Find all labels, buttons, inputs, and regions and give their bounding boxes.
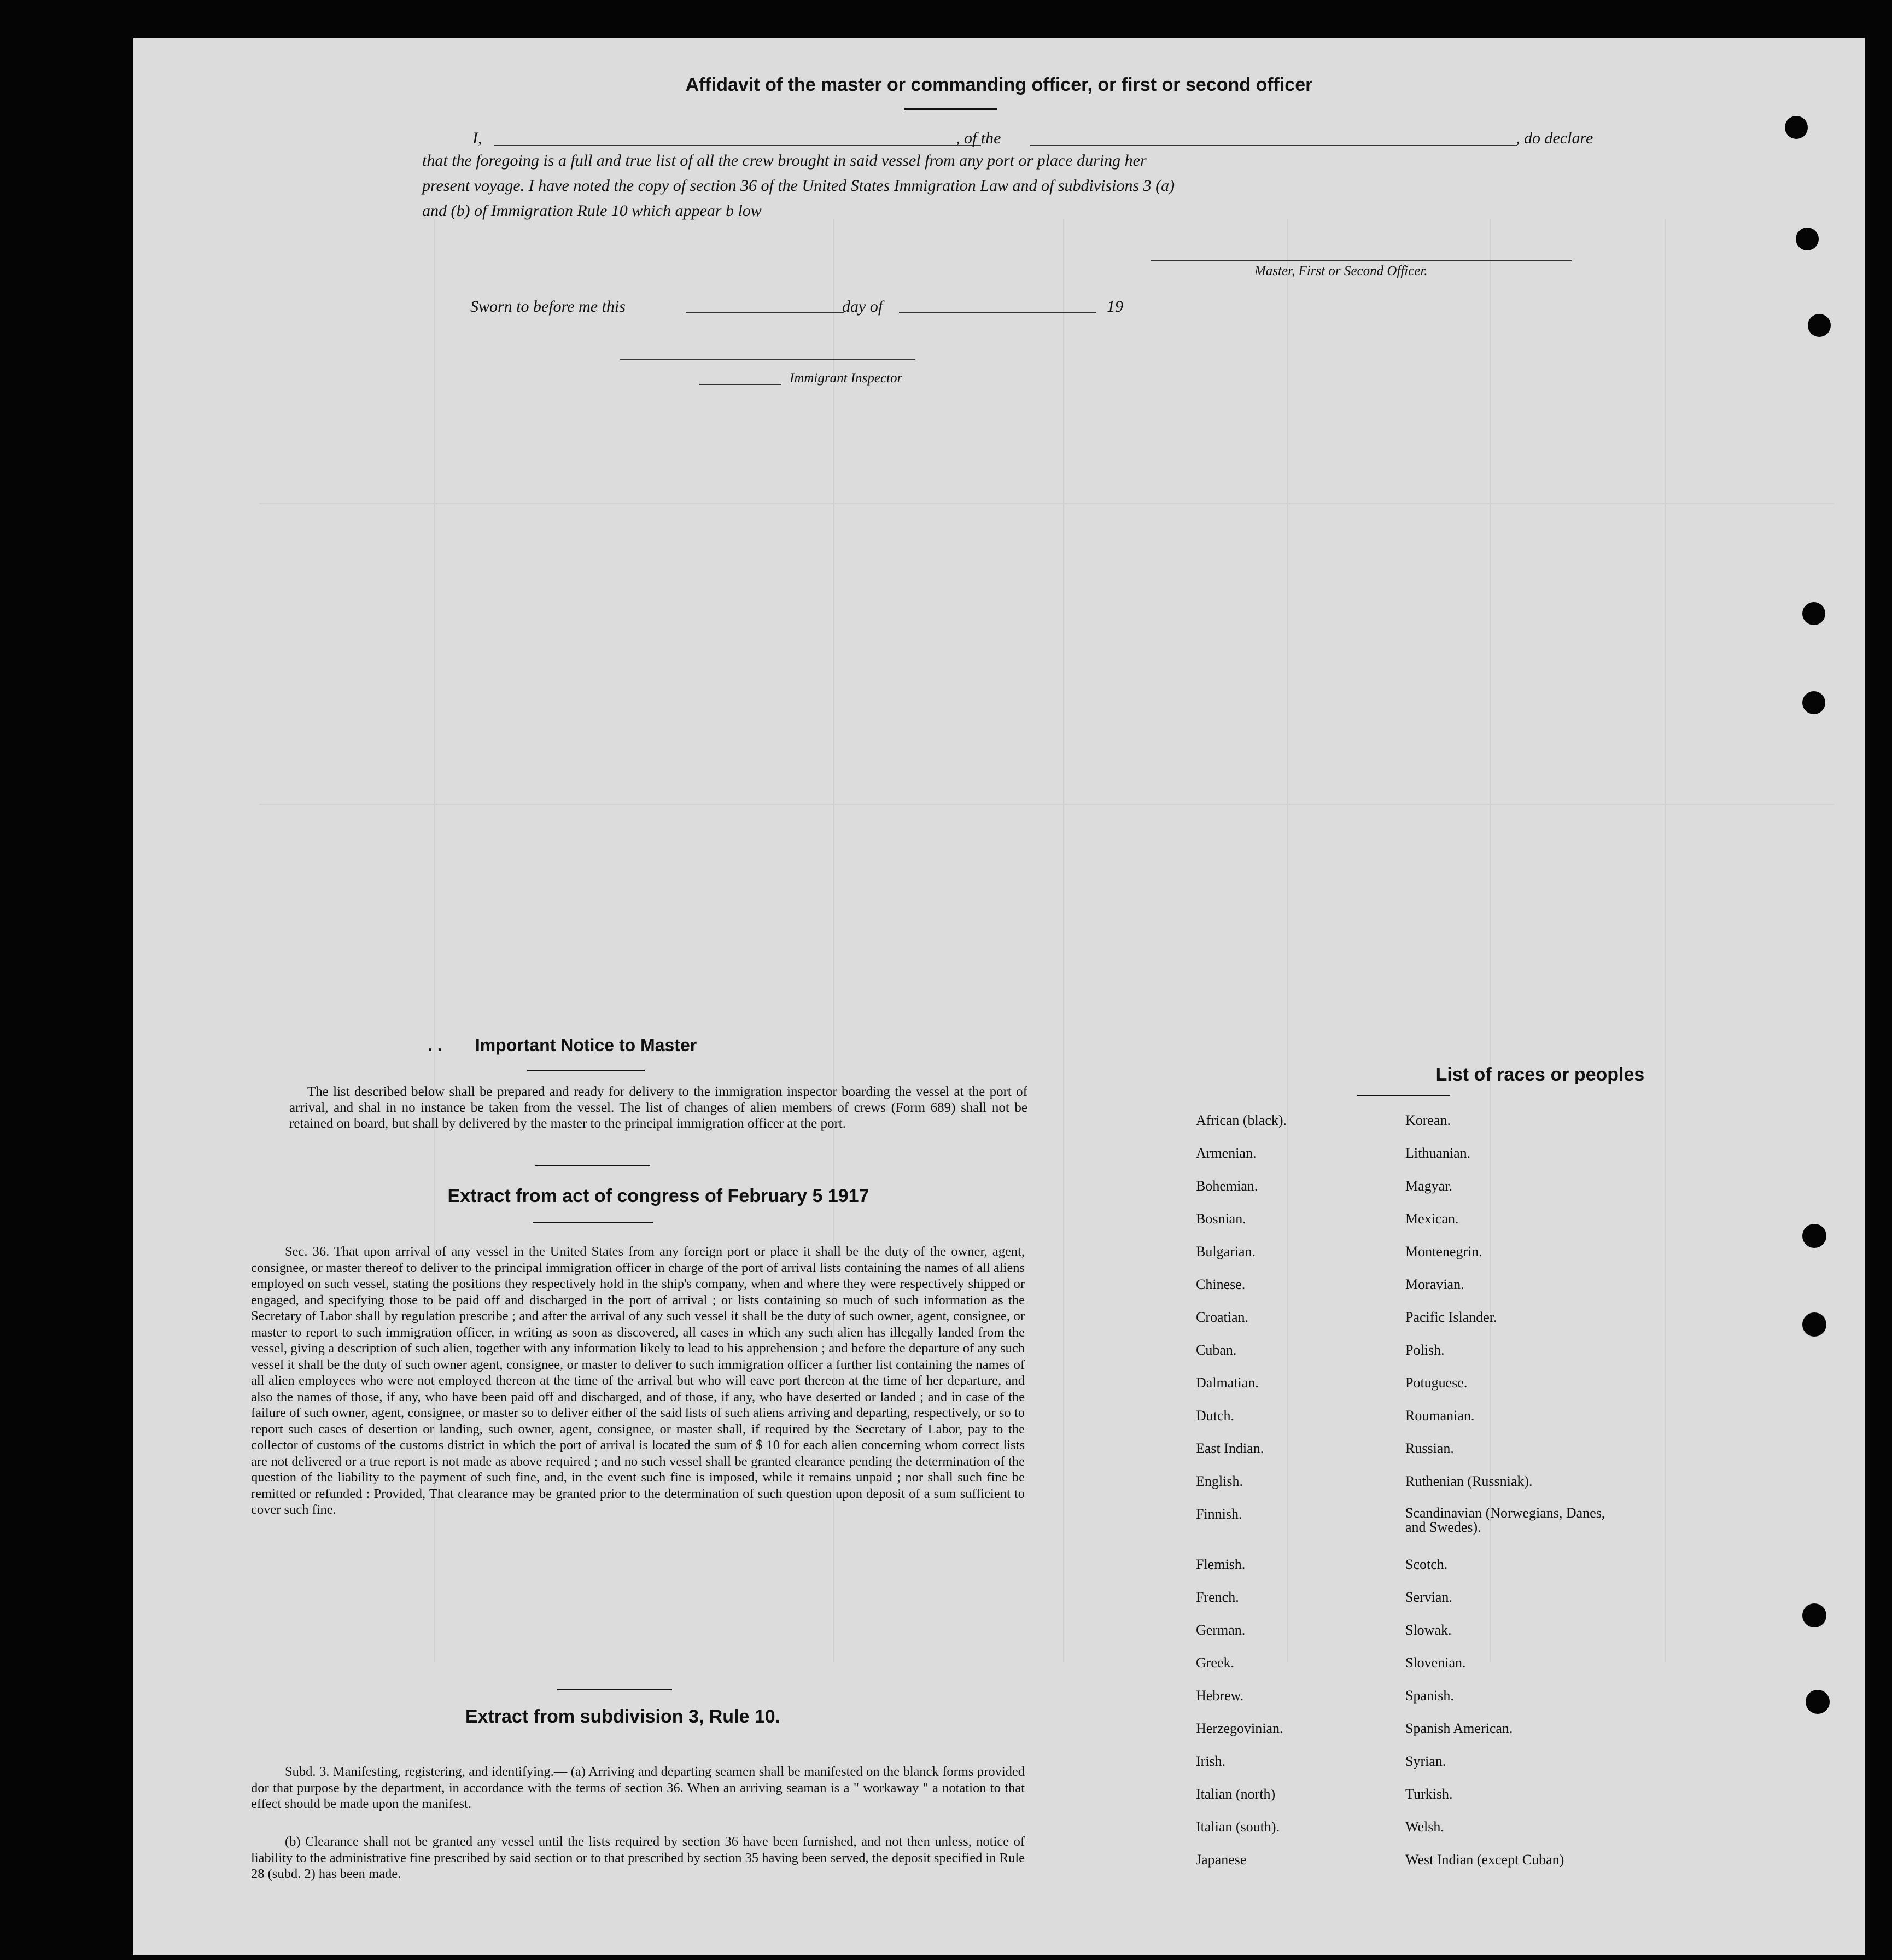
notice-underline <box>527 1070 645 1071</box>
races-title: List of races or peoples <box>1435 1064 1645 1085</box>
affidavit-body-line1: that the foregoing is a full and true list of all the crew brought in said vessel from any port or place during her <box>422 151 1147 170</box>
race-item: Servian. <box>1405 1589 1452 1605</box>
binder-hole <box>1802 602 1825 625</box>
race-item: Spanish. <box>1405 1688 1454 1704</box>
sworn-label: Sworn to before me this <box>470 298 626 316</box>
document-page <box>133 38 1865 1955</box>
binder-hole <box>1802 1603 1826 1628</box>
race-item: Moravian. <box>1405 1276 1464 1292</box>
race-item: Syrian. <box>1405 1753 1446 1769</box>
race-item: Slovenian. <box>1405 1655 1466 1671</box>
race-item: Potuguese. <box>1405 1375 1468 1391</box>
day-of-label: day of <box>842 298 883 316</box>
ghost-row-line <box>259 503 1834 504</box>
ghost-column-line <box>1063 219 1064 1662</box>
race-item: Flemish. <box>1196 1556 1246 1572</box>
notice-prefix-dots: . . <box>428 1035 442 1055</box>
race-item: Irish. <box>1196 1753 1226 1769</box>
ghost-column-line <box>1665 219 1666 1662</box>
inspector-blank-line <box>620 359 915 360</box>
act-divider <box>557 1689 672 1690</box>
race-item: Hebrew. <box>1196 1688 1244 1704</box>
race-item: Bulgarian. <box>1196 1244 1256 1259</box>
rule-extract-title: Extract from subdivision 3, Rule 10. <box>465 1706 781 1727</box>
inspector-dash-line <box>699 384 781 385</box>
binder-hole <box>1796 228 1819 250</box>
day-blank-line <box>686 312 844 313</box>
binder-hole <box>1808 314 1831 337</box>
rule-para-a: Subd. 3. Manifesting, registering, and identifying.— (a) Arriving and departing seamen shall be manifested on the blanck forms provided dor that purpose by the department, in accordance with the terms of section 36. When an arriving seaman is a " workaway " a notation to that effect should be made upon the manifest. <box>251 1764 1025 1811</box>
affidavit-of-the-label: , of the <box>956 129 1001 147</box>
notice-body: The list described below shall be prepared and ready for delivery to the immigration inspector boarding the vessel at the port of arrival, and shal in no instance be taken from the vessel. The list of changes of alien members of crews (Form 689) shall not be retained on board, but shall by delivered by the master to the principal immigration officer at the port. <box>289 1084 1027 1131</box>
ghost-column-line <box>1287 219 1288 1662</box>
race-item: West Indian (except Cuban) <box>1405 1852 1564 1868</box>
affidavit-body-line2: present voyage. I have noted the copy of section 36 of the United States Immigration Law and of subdivisions 3 (a) <box>422 177 1175 195</box>
race-item: French. <box>1196 1589 1239 1605</box>
signature-blank-line <box>1151 260 1572 261</box>
race-item: Korean. <box>1405 1112 1451 1128</box>
vessel-blank-line <box>1030 145 1517 146</box>
race-item: Chinese. <box>1196 1276 1246 1292</box>
race-item: Scotch. <box>1405 1556 1448 1572</box>
race-item: Scandinavian (Norwegians, Danes, and Swedes). <box>1405 1505 1605 1535</box>
binder-hole <box>1802 1224 1826 1248</box>
race-item: Bosnian. <box>1196 1211 1246 1227</box>
race-item: Spanish American. <box>1405 1720 1513 1736</box>
rule-para-b: (b) Clearance shall not be granted any vessel until the lists required by section 36 have been furnished, and not then unless, notice of liability to the administrative fine prescribed by said section or to that prescribed by section 35 having been served, the deposit specified in Rule 28 (subd. 2) has been made. <box>251 1834 1025 1881</box>
race-item: Dutch. <box>1196 1408 1235 1424</box>
ghost-column-line <box>1490 219 1491 1662</box>
race-item: Dalmatian. <box>1196 1375 1259 1391</box>
race-item: Polish. <box>1405 1342 1445 1358</box>
race-item: German. <box>1196 1622 1246 1638</box>
race-item: Lithuanian. <box>1405 1145 1471 1161</box>
race-item: English. <box>1196 1473 1243 1489</box>
race-item: Pacific Islander. <box>1405 1309 1497 1325</box>
race-item: Greek. <box>1196 1655 1235 1671</box>
race-item: Montenegrin. <box>1405 1244 1482 1259</box>
race-item: Slowak. <box>1405 1622 1452 1638</box>
race-item: Turkish. <box>1405 1786 1453 1802</box>
race-item: Bohemian. <box>1196 1178 1258 1194</box>
race-item: Herzegovinian. <box>1196 1720 1283 1736</box>
affidavit-do-declare-label: , do declare <box>1516 129 1593 147</box>
name-blank-line <box>494 145 981 146</box>
act-extract-body: Sec. 36. That upon arrival of any vessel in the United States from any foreign port or place it shall be the duty of the owner, agent, consignee, or master thereof to deliver to the principal immigration officer in charge of the port of arrival lists containing the names of all aliens employed on such vessel, stating the positions they respectively hold in the ship's company, when and where they were respectively shipped or engaged, and specifying those to be paid off and discharged in the port of arrival ; or lists containing so much of such information as the Secretary of Labor shall by regulation prescribe ; and after the arrival of any such vessel it shall be the duty of such owner, agent, consignee, or master to report to such immigration officer, in writing as soon as discovered, all cases in which any such alien has illegally landed from the vessel, giving a description of such alien, together with any information likely to lead to his apprehension ; and before the departure of any such vessel it shall be the duty of such owner agent, consignee, or master to deliver to such immigration officer a further list containing the names of all alien employees who were not employed thereon at the time of the arrival but who will eave port thereon at the time of her departure, and also the names of those, if any, who have been paid off and discharged, and of those, if any, who have deserted or landed ; and in case of the failure of such owner, agent, consignee, or master so to deliver either of the said lists of such aliens arriving and departing, respectively, or so to report such cases of desertion or landing, such owner, agent, consignee, or master shall, if required by the Secretary of Labor, pay to the collector of customs of the customs district in which the port of arrival is located the sum of $ 10 for each alien concerning whom correct lists are not delivered or a true report is not made as above required ; and no such vessel shall be granted clearance pending the determination of the question of the liability to the payment of such fine, and, in the event such fine is imposed, while it remains unpaid ; nor shall such fine be remitted or refunded : Provided, That clearance may be granted prior to the determination of such question upon deposit of a sum sufficient to cover such fine. <box>251 1244 1025 1517</box>
race-item: Magyar. <box>1405 1178 1452 1194</box>
act-title-underline <box>533 1222 653 1223</box>
race-item: Russian. <box>1405 1440 1454 1456</box>
ghost-row-line <box>259 804 1834 805</box>
race-item: Finnish. <box>1196 1506 1242 1522</box>
binder-hole <box>1802 1312 1826 1337</box>
race-item: Japanese <box>1196 1852 1247 1868</box>
race-item: Mexican. <box>1405 1211 1459 1227</box>
signer-label: Master, First or Second Officer. <box>1254 264 1428 278</box>
act-extract-title: Extract from act of congress of February 5 1917 <box>447 1186 869 1206</box>
race-item: Cuban. <box>1196 1342 1237 1358</box>
race-item: Italian (north) <box>1196 1786 1276 1802</box>
race-item: Italian (south). <box>1196 1819 1280 1835</box>
binder-hole <box>1785 116 1808 139</box>
race-item: Ruthenian (Russniak). <box>1405 1473 1533 1489</box>
races-title-underline <box>1357 1095 1450 1096</box>
inspector-label: Immigrant Inspector <box>790 371 903 386</box>
race-item: Welsh. <box>1405 1819 1444 1835</box>
title-underline <box>904 108 997 110</box>
race-item: East Indian. <box>1196 1440 1264 1456</box>
race-item: Croatian. <box>1196 1309 1249 1325</box>
notice-title: Important Notice to Master <box>475 1035 697 1055</box>
notice-divider <box>535 1165 650 1166</box>
year-label: 19 <box>1107 298 1123 316</box>
affidavit-i-label: I, <box>472 129 482 147</box>
race-item: Roumanian. <box>1405 1408 1475 1424</box>
month-blank-line <box>899 312 1096 313</box>
affidavit-title: Affidavit of the master or commanding officer, or first or second officer <box>685 74 1313 95</box>
race-item: African (black). <box>1196 1112 1287 1128</box>
race-item: Armenian. <box>1196 1145 1257 1161</box>
binder-hole <box>1806 1690 1830 1714</box>
affidavit-body-line3: and (b) of Immigration Rule 10 which appear b low <box>422 202 762 220</box>
binder-hole <box>1802 691 1825 714</box>
